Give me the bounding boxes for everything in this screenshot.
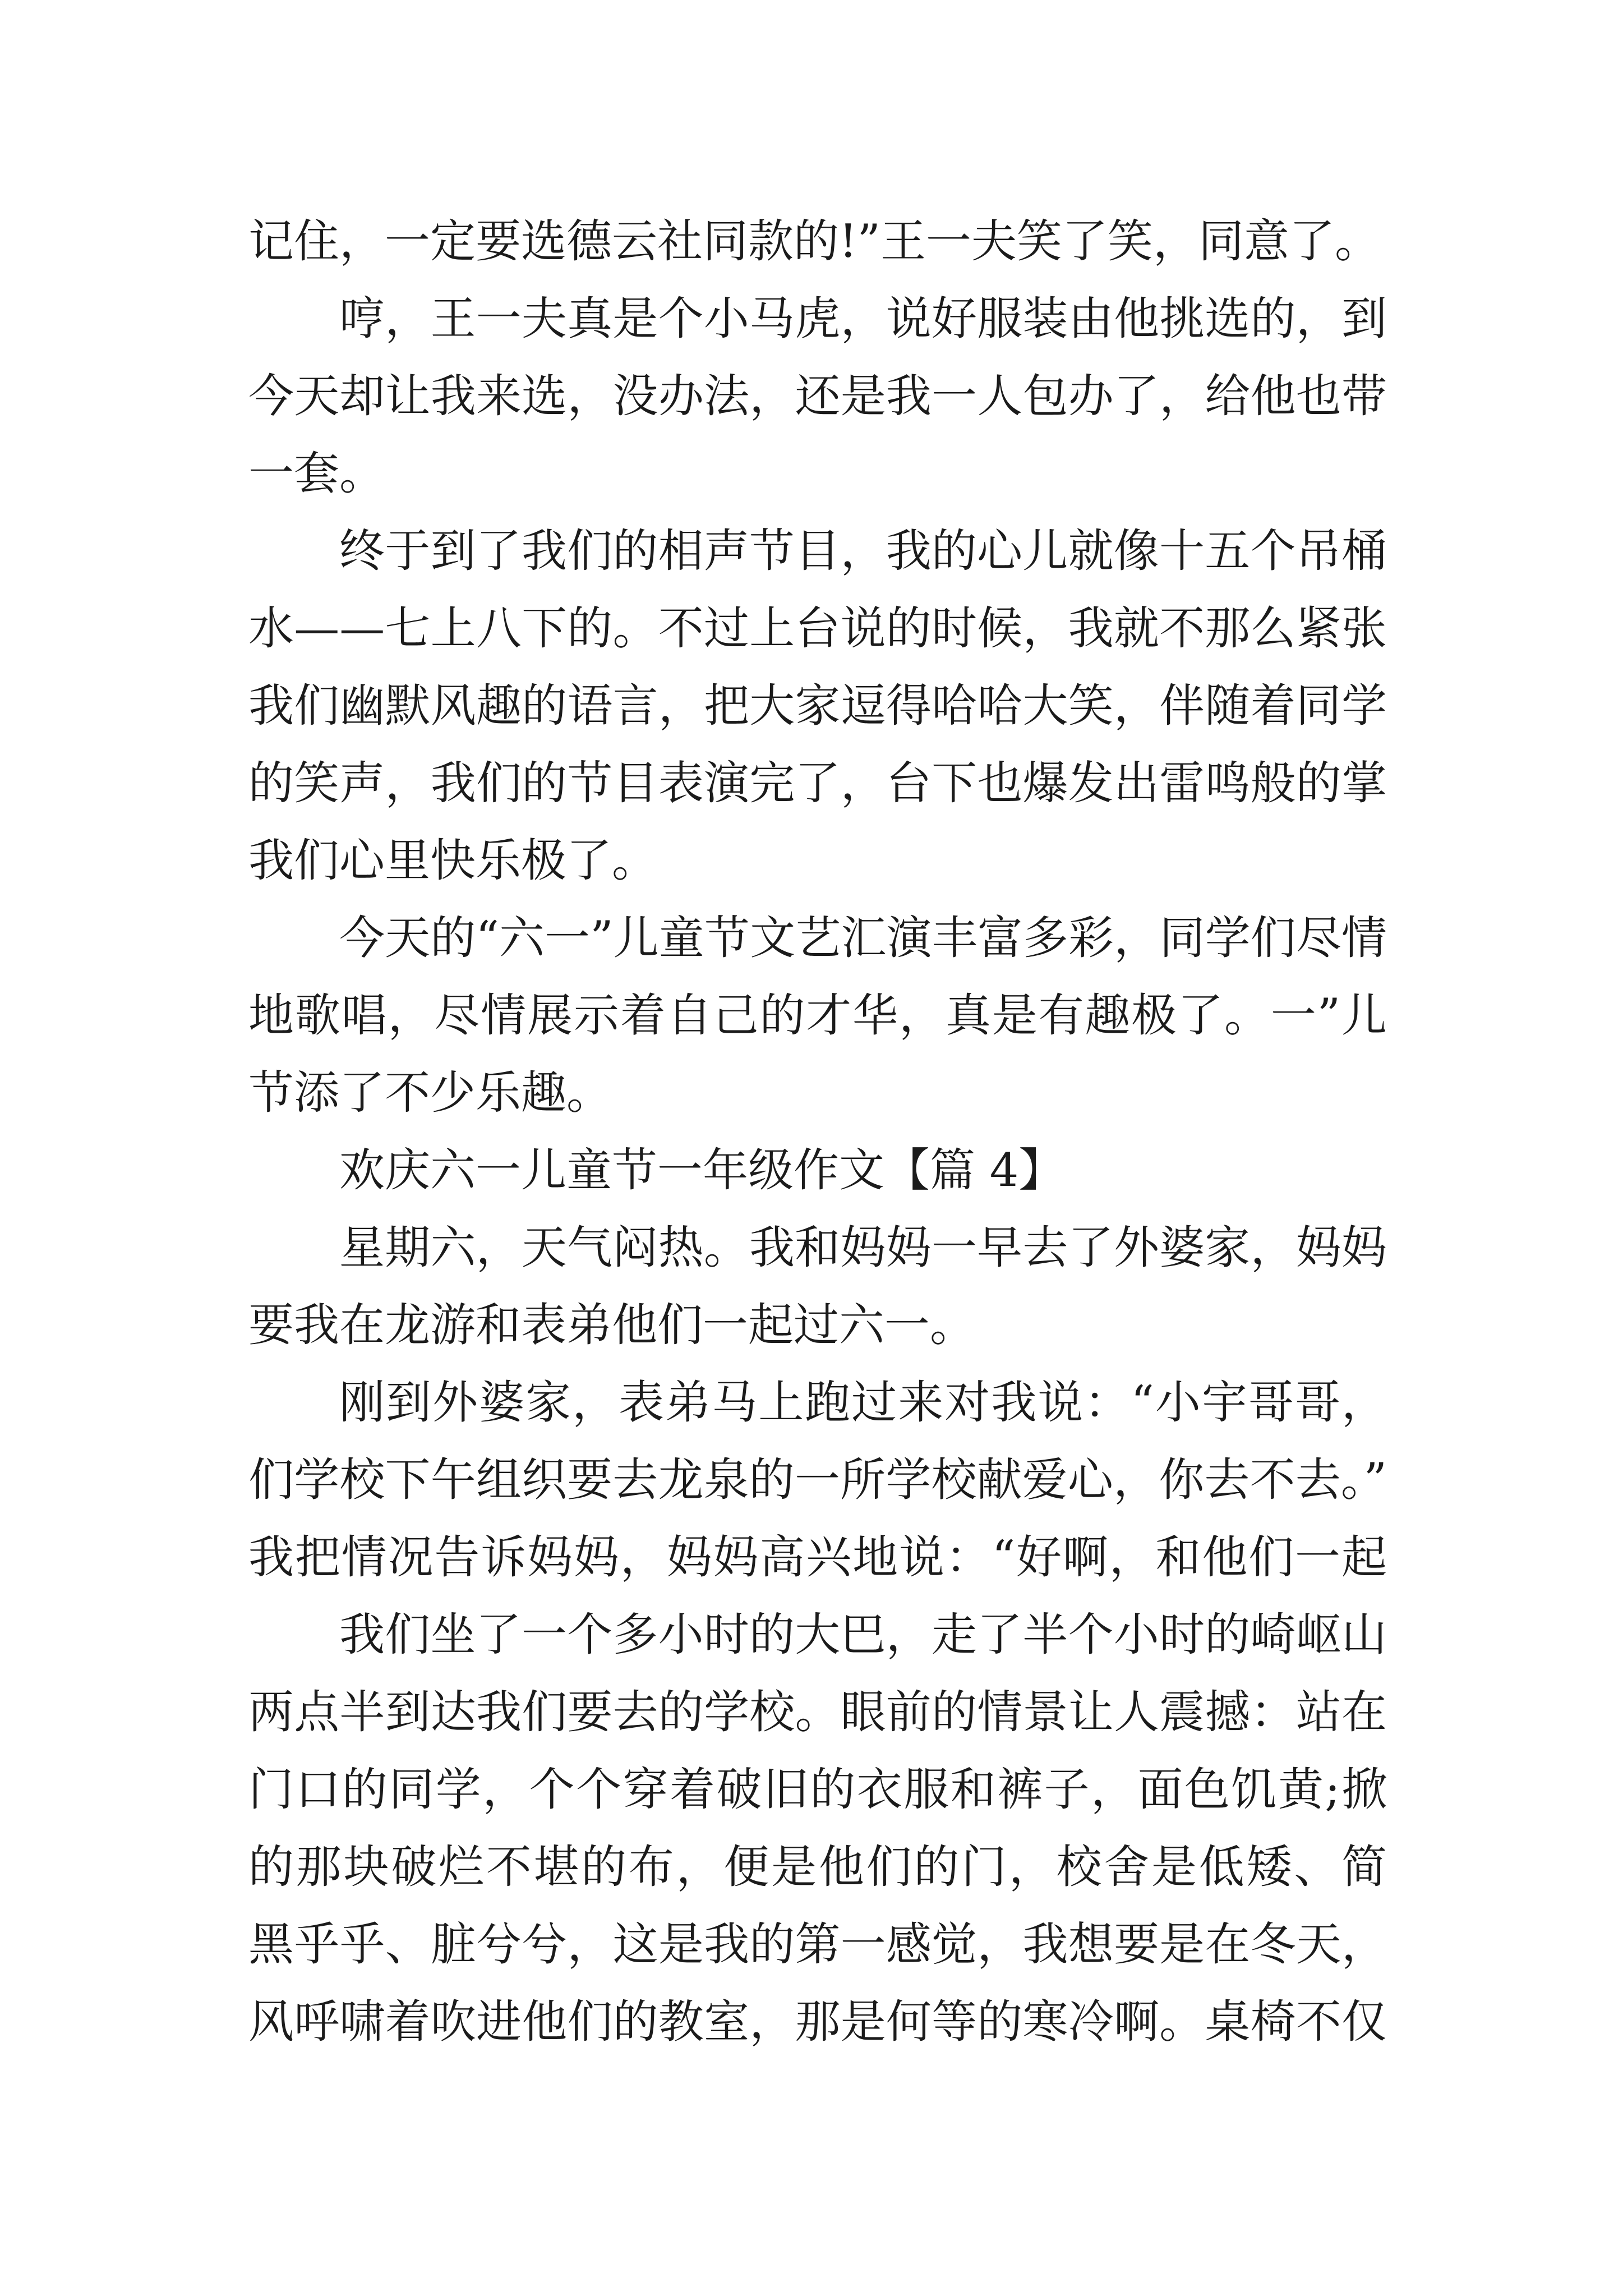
- paragraph-first-line: 今天的“六一”儿童节文艺汇演丰富多彩，同学们尽情: [339, 912, 1387, 965]
- paragraph-first-line: 星期六，天气闷热。我和妈妈一早去了外婆家，妈妈: [339, 1222, 1387, 1274]
- text-line: 要我在龙游和表弟他们一起过六一。: [248, 1299, 976, 1352]
- document-body: [248, 203, 1387, 2061]
- text-line: 今天却让我来选，没办法，还是我一人包办了，给他也带: [248, 370, 1387, 423]
- text-line: 门口的同学，个个穿着破旧的衣服和裤子，面色饥黄;掀: [248, 1764, 1387, 1816]
- text-line: 的那块破烂不堪的布，便是他们的门，校舍是低矮、简: [248, 1841, 1387, 1894]
- paragraph-first-line: 刚到外婆家，表弟马上跑过来对我说：“小宇哥哥，: [339, 1377, 1387, 1429]
- paragraph-first-line: 欢庆六一儿童节一年级作文【篇 4】: [339, 1144, 1064, 1197]
- text-line: 记住，一定要选德云社同款的!”王一夫笑了笑，同意了。: [248, 215, 1380, 268]
- text-line: 的笑声，我们的节目表演完了，台下也爆发出雷鸣般的掌: [248, 757, 1387, 810]
- text-line: 节添了不少乐趣。: [248, 1067, 612, 1120]
- text-line: 地歌唱，尽情展示着自己的才华，真是有趣极了。一”儿: [248, 990, 1387, 1042]
- text-line: 风呼啸着吹进他们的教室，那是何等的寒冷啊。桌椅不仅: [248, 1996, 1387, 2049]
- paragraph-first-line: 终于到了我们的相声节目，我的心儿就像十五个吊桶: [339, 525, 1387, 578]
- text-line: 一套。: [248, 448, 385, 500]
- paragraph-first-line: 我们坐了一个多小时的大巴，走了半个小时的崎岖山: [339, 1609, 1387, 1662]
- text-line: 水——七上八下的。不过上台说的时候，我就不那么紧张: [248, 602, 1387, 655]
- text-line: 我们心里快乐极了。: [248, 835, 658, 887]
- paragraph-first-line: 哼，王一夫真是个小马虎，说好服装由他挑选的，到: [339, 293, 1387, 346]
- text-line: 我把情况告诉妈妈，妈妈高兴地说：“好啊，和他们一起: [248, 1531, 1387, 1584]
- text-line: 黑乎乎、脏兮兮，这是我的第一感觉，我想要是在冬天，: [248, 1918, 1387, 1971]
- text-line: 们学校下午组织要去龙泉的一所学校献爱心，你去不去。”: [248, 1454, 1387, 1507]
- text-line: 我们幽默风趣的语言，把大家逗得哈哈大笑，伴随着同学: [248, 680, 1387, 733]
- text-line: 两点半到达我们要去的学校。眼前的情景让人震撼：站在: [248, 1686, 1387, 1739]
